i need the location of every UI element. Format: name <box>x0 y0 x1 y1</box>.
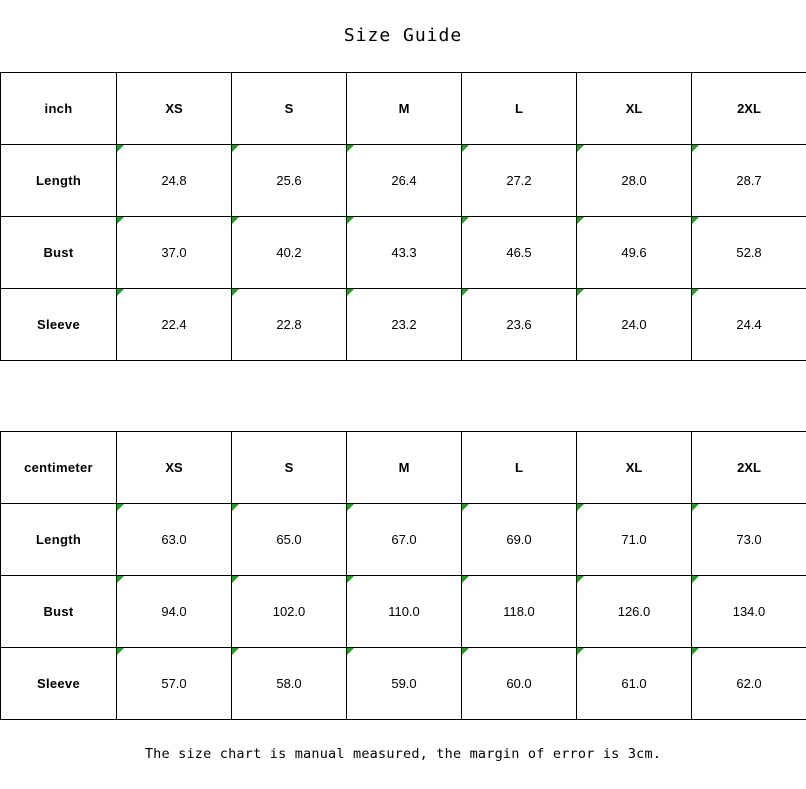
cell-sleeve-m: 59.0 <box>347 648 462 720</box>
table-gap-divider <box>0 361 806 431</box>
cell-length-xl: 28.0 <box>577 145 692 217</box>
cell-bust-m: 110.0 <box>347 576 462 648</box>
cell-length-xs: 63.0 <box>117 504 232 576</box>
unit-label-inch: inch <box>1 73 117 145</box>
table-row <box>1 217 806 289</box>
page-title: Size Guide <box>343 25 463 46</box>
column-header-m: M <box>347 73 462 145</box>
table-header-row <box>1 432 806 504</box>
table-row <box>1 576 806 648</box>
column-header-s: S <box>232 73 347 145</box>
size-table-centimeter <box>0 431 806 720</box>
cell-sleeve-s: 58.0 <box>232 648 347 720</box>
cell-sleeve-l: 23.6 <box>462 289 577 361</box>
row-label-bust: Bust <box>1 217 117 289</box>
cell-length-m: 26.4 <box>347 145 462 217</box>
measurement-disclaimer: The size chart is manual measured, the margin of error is 3cm. <box>144 746 662 762</box>
table-row <box>1 289 806 361</box>
table-row <box>1 648 806 720</box>
cell-length-s: 65.0 <box>232 504 347 576</box>
cell-bust-xl: 49.6 <box>577 217 692 289</box>
cell-length-2xl: 28.7 <box>692 145 806 217</box>
cell-length-m: 67.0 <box>347 504 462 576</box>
column-header-2xl: 2XL <box>692 432 806 504</box>
cell-bust-l: 46.5 <box>462 217 577 289</box>
cell-length-l: 27.2 <box>462 145 577 217</box>
column-header-2xl: 2XL <box>692 73 806 145</box>
cell-sleeve-2xl: 24.4 <box>692 289 806 361</box>
cell-sleeve-xl: 24.0 <box>577 289 692 361</box>
row-label-length: Length <box>1 504 117 576</box>
cell-bust-xl: 126.0 <box>577 576 692 648</box>
cell-bust-xs: 94.0 <box>117 576 232 648</box>
table-row <box>1 145 806 217</box>
cell-length-s: 25.6 <box>232 145 347 217</box>
cell-length-2xl: 73.0 <box>692 504 806 576</box>
size-table-inch <box>0 72 806 361</box>
cell-bust-s: 102.0 <box>232 576 347 648</box>
cell-bust-2xl: 134.0 <box>692 576 806 648</box>
column-header-m: M <box>347 432 462 504</box>
unit-label-centimeter: centimeter <box>1 432 117 504</box>
column-header-xs: XS <box>117 73 232 145</box>
column-header-xs: XS <box>117 432 232 504</box>
cell-length-l: 69.0 <box>462 504 577 576</box>
cell-sleeve-l: 60.0 <box>462 648 577 720</box>
column-header-xl: XL <box>577 73 692 145</box>
cell-bust-2xl: 52.8 <box>692 217 806 289</box>
column-header-s: S <box>232 432 347 504</box>
cell-sleeve-s: 22.8 <box>232 289 347 361</box>
row-label-length: Length <box>1 145 117 217</box>
table-row <box>1 504 806 576</box>
cell-length-xs: 24.8 <box>117 145 232 217</box>
table-header-row <box>1 73 806 145</box>
cell-sleeve-m: 23.2 <box>347 289 462 361</box>
cell-sleeve-xs: 57.0 <box>117 648 232 720</box>
cell-bust-s: 40.2 <box>232 217 347 289</box>
column-header-l: L <box>462 73 577 145</box>
cell-sleeve-2xl: 62.0 <box>692 648 806 720</box>
cell-sleeve-xs: 22.4 <box>117 289 232 361</box>
cell-sleeve-xl: 61.0 <box>577 648 692 720</box>
cell-bust-l: 118.0 <box>462 576 577 648</box>
row-label-sleeve: Sleeve <box>1 648 117 720</box>
row-label-bust: Bust <box>1 576 117 648</box>
column-header-l: L <box>462 432 577 504</box>
column-header-xl: XL <box>577 432 692 504</box>
cell-length-xl: 71.0 <box>577 504 692 576</box>
cell-bust-xs: 37.0 <box>117 217 232 289</box>
row-label-sleeve: Sleeve <box>1 289 117 361</box>
cell-bust-m: 43.3 <box>347 217 462 289</box>
